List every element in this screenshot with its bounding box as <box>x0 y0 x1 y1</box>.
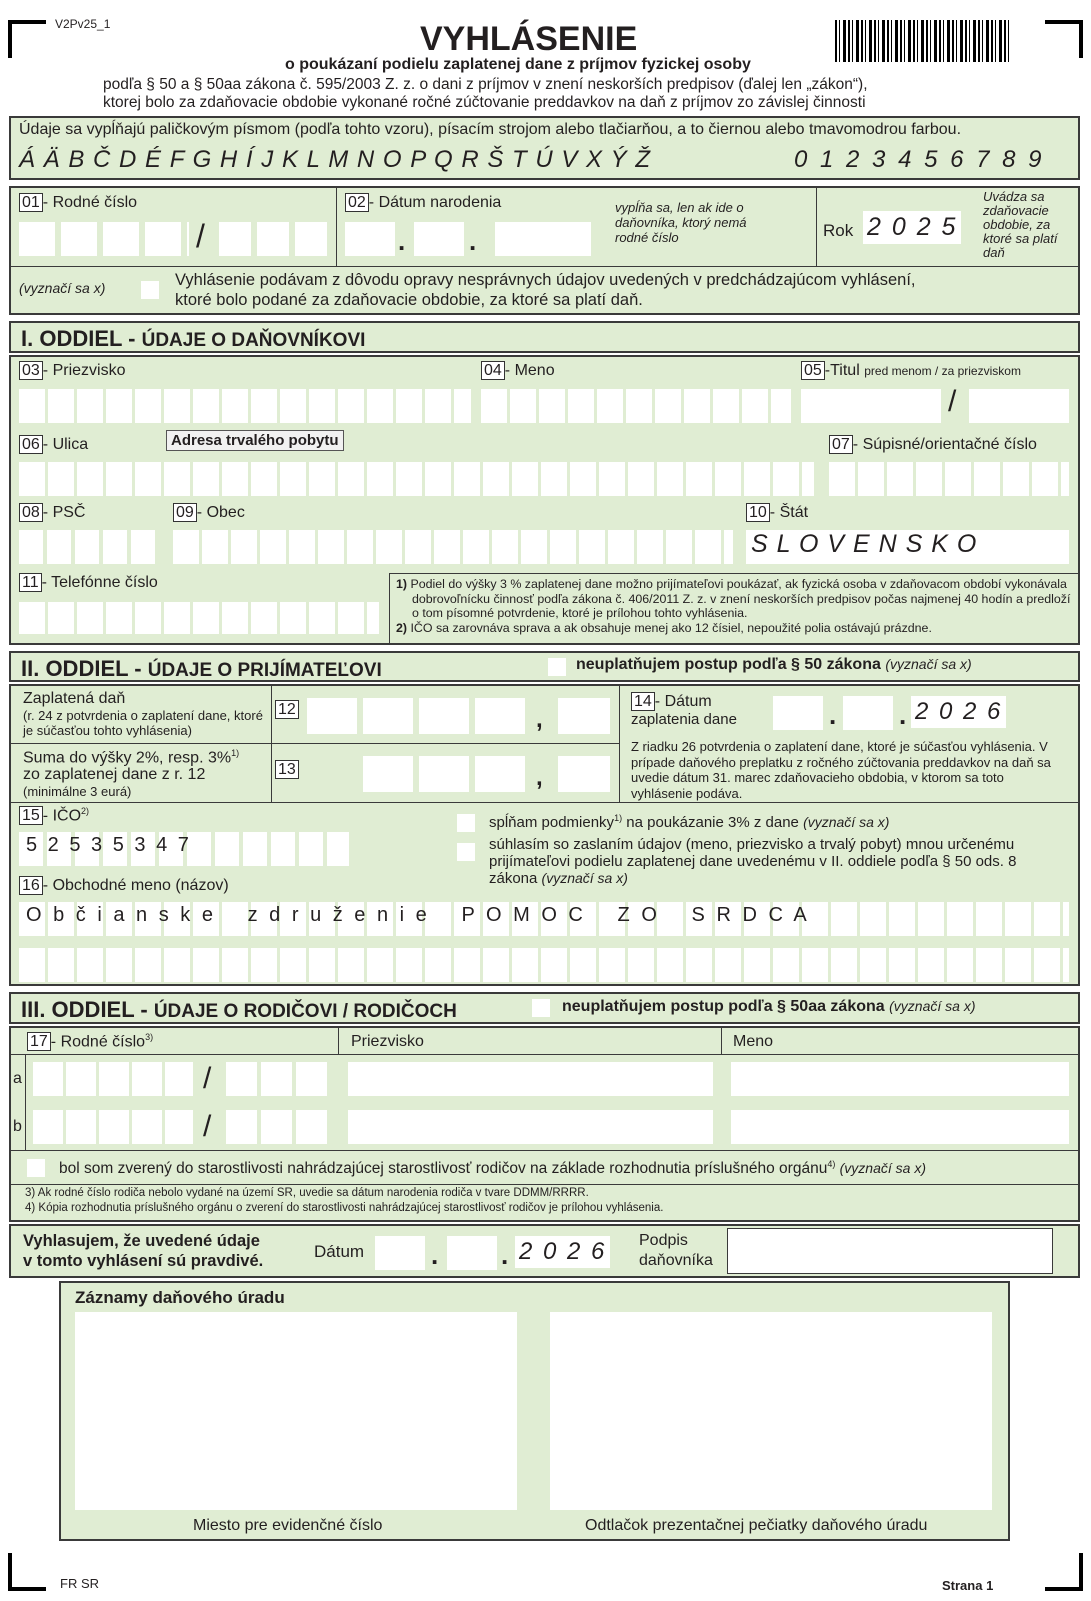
note-3: 3) Ak rodné číslo rodiča nebolo vydané na území SR, uvedie sa dátum narodenia rodiča v tvare DDMM/RRRR. <box>25 1187 589 1199</box>
note-2: 2) IČO sa zarovnáva sprava a ak obsahuje menej ako 12 čísiel, nepoužité polia ostávajú prázdne. <box>396 620 932 635</box>
note-4: 4) Kópia rozhodnutia príslušného orgánu o zverení do starostlivosti nahrádzajúcej starostlivosť rodičov je prílohou vyhlásenia. <box>25 1202 664 1214</box>
surname-input[interactable] <box>19 389 471 423</box>
address-badge: Adresa trvalého pobytu <box>166 430 344 451</box>
field-16-label: 16 - Obchodné meno (názov) <box>19 876 229 895</box>
rok-value[interactable]: 2 0 2 5 <box>863 211 961 244</box>
slash: / <box>948 385 957 418</box>
field-17-label: 17 - Rodné číslo$^{3)}$ <box>27 1032 153 1051</box>
dot: . <box>829 700 837 730</box>
parent-a-birth-input-1[interactable] <box>33 1062 193 1096</box>
header-line-2: ktorej bolo za zdaňovacie obdobie vykonané ročné zúčtovanie preddavkov na daň z príjmov zo závislej činnosti <box>103 94 866 111</box>
note-1: 1) Podiel do výšky 3 % zaplatenej dane možno prijímateľovi poukázať, ak fyzická osoba v zdaňovacom období vykonávala dobrovoľnícku činnosť podľa zákona č. 406/2011 Z. z. v znení neskorších predpisov počas najmenej 40 hodín a predloží o tom písomné potvrdenie, ktoré je prílohou tohto vyhlásenia. <box>396 577 1071 620</box>
payment-month-input[interactable] <box>843 696 893 730</box>
notes-box <box>389 573 1079 643</box>
suhlas-label: súhlasím so zaslaním údajov (meno, priezvisko a trvalý pobyt) mnou určenému prijímateľovi podielu zaplatenej dane uvedenému v II. oddiele podľa § 50 ods. 8 zákona (vyznačí sa x) <box>489 836 1017 887</box>
sample-digits: 0 1 2 3 4 5 6 7 8 9 <box>794 146 1045 173</box>
slash: / <box>196 218 205 254</box>
section-3-header: III. ODDIEL - ÚDAJE O RODIČOVI / RODIČOCH <box>9 992 1080 1024</box>
registration-number-label: Miesto pre evidenčné číslo <box>193 1517 383 1534</box>
row-a-label: a <box>13 1070 22 1087</box>
birth-number-input-1[interactable] <box>19 222 189 256</box>
amount-input[interactable] <box>363 756 527 792</box>
tax-paid-input[interactable] <box>307 698 527 734</box>
title-before-input[interactable] <box>801 389 941 423</box>
field-09-label: 09 - Obec <box>173 503 245 522</box>
podpis-label: Podpis <box>639 1232 688 1249</box>
section-1-header: I. ODDIEL - ÚDAJE O DAŇOVNÍKOVI <box>9 321 1080 353</box>
suma-label-3: (minimálne 3 eurá) <box>23 784 132 799</box>
zaplatena-dan-note: (r. 24 z potvrdenia o zaplatení dane, ktoré je súčasťou tohto vyhlásenia) <box>23 708 263 738</box>
parent-a-name-input[interactable] <box>731 1062 1069 1096</box>
field-13-label: 13 <box>275 760 299 779</box>
field-10-label: 10 - Štát <box>746 503 808 522</box>
form-code: V2Pv25_1 <box>55 17 111 31</box>
declaration-text-1: Vyhlasujem, že uvedené údaje <box>23 1232 260 1250</box>
oprava-mark: (vyznačí sa x) <box>19 280 106 296</box>
ico-value: 5 2 5 3 5 3 4 7 <box>26 834 189 856</box>
corner-mark-tl <box>8 20 46 58</box>
sec2-neuplat-checkbox[interactable] <box>548 658 566 676</box>
phone-input[interactable] <box>19 602 379 634</box>
title-after-input[interactable] <box>969 389 1069 423</box>
corner-mark-tr <box>1045 20 1083 58</box>
sec3-neuplat-checkbox[interactable] <box>532 999 550 1017</box>
comma: , <box>536 764 543 791</box>
barcode-icon <box>835 20 1010 62</box>
payment-year: 2 0 2 6 <box>911 696 1006 728</box>
col-meno: Meno <box>733 1033 774 1050</box>
recipient-name-input-2[interactable] <box>19 948 1069 982</box>
city-input[interactable] <box>173 530 733 564</box>
parent-b-birth-input-1[interactable] <box>33 1110 193 1144</box>
form-title: VYHLÁSENIE <box>420 20 638 58</box>
name-input[interactable] <box>481 389 791 423</box>
sec2-neuplat-label: neuplatňujem postup podľa § 50 zákona (vyznačí sa x) <box>576 656 972 673</box>
tax-paid-cents-input[interactable] <box>558 698 610 734</box>
parent-b-birth-input-2[interactable] <box>226 1110 330 1144</box>
decl-month-input[interactable] <box>447 1236 497 1270</box>
form-subtitle: o poukázaní podielu zaplatenej dane z príjmov fyzickej osoby <box>285 56 751 73</box>
oprava-text-2: ktoré bolo podané za zdaňovacie obdobie, za ktoré sa platí daň. <box>175 291 643 309</box>
house-number-input[interactable] <box>829 462 1069 496</box>
field-12-label: 12 <box>275 700 299 719</box>
footer-left: FR SR <box>60 1576 99 1591</box>
birth-number-input-2[interactable] <box>219 222 329 256</box>
slash: / <box>203 1110 212 1143</box>
field-07-label: 07 - Súpisné/orientačné číslo <box>829 435 1037 454</box>
field-05-label: 05 -Titul pred menom / za priezviskom <box>801 361 1021 380</box>
suma-label: Suma do výšky 2%, resp. 3%$^{1)}$ <box>23 748 240 767</box>
psc-input[interactable] <box>19 530 155 564</box>
section-1-box <box>9 355 1080 645</box>
birth-day-input[interactable] <box>345 222 395 256</box>
field-14-label-2: zaplatenia dane <box>631 711 737 728</box>
podpis-label-2: daňovníka <box>639 1252 713 1269</box>
registration-number-area <box>75 1312 517 1510</box>
street-input[interactable] <box>19 462 814 496</box>
corner-mark-br <box>1045 1553 1083 1591</box>
parent-a-surname-input[interactable] <box>348 1062 713 1096</box>
sec3-neuplat-label: neuplatňujem postup podľa § 50aa zákona (vyznačí sa x) <box>562 998 976 1015</box>
section-2-box <box>9 684 1080 986</box>
birth-year-input[interactable] <box>495 222 591 256</box>
birth-month-input[interactable] <box>414 222 464 256</box>
dot: . <box>501 1240 509 1270</box>
zaplatena-dan-label: Zaplatená daň <box>23 690 126 707</box>
field-14-note: Z riadku 26 potvrdenia o zaplatení dane, ktoré je súčasťou vyhlásenia. V prípade daňového preplatku z ročného zúčtovania preddavkov na daň sa uvedie dátum 31. marec zdaňovacieho obdobia, v ktorom sa toto vyhlásenie podáva. <box>631 739 1051 801</box>
header-line-1: podľa § 50 a § 50aa zákona č. 595/2003 Z. z. o dani z príjmov v znení neskorších predpisov (ďalej len „zákon“), <box>103 76 868 93</box>
identification-box <box>9 186 1080 315</box>
signature-input[interactable] <box>727 1228 1053 1274</box>
field-06-label: 06 - Ulica <box>19 435 88 454</box>
field-03-label: 03 - Priezvisko <box>19 361 125 380</box>
office-records-box <box>59 1281 1010 1541</box>
parent-a-birth-input-2[interactable] <box>226 1062 330 1096</box>
corner-mark-bl <box>8 1553 46 1591</box>
amount-cents-input[interactable] <box>558 756 610 792</box>
splnam-checkbox[interactable] <box>457 814 475 832</box>
dot: . <box>469 226 477 256</box>
field-02-note: vypĺňa sa, len ak ide o daňovníka, ktorý nemá rodné číslo <box>615 200 747 245</box>
field-11-label: 11 - Telefónne číslo <box>19 573 158 592</box>
stamp-label: Odtlačok prezentačnej pečiatky daňového úradu <box>585 1517 928 1534</box>
field-14-label: 14 - Dátum <box>631 692 712 711</box>
sample-letters: Á Ä B Č D É F G H Í J K L M N O P Q R Š T Ú V X Ý Ž <box>19 146 652 173</box>
field-04-label: 04 - Meno <box>481 361 555 380</box>
zvereny-label: bol som zverený do starostlivosti nahrádzajúcej starostlivosť rodičov na základe rozhodnutia príslušného orgánu$^{4)}$ (vyznačí sa x) <box>59 1159 926 1178</box>
rok-note: Uvádza sa zdaňovacie obdobie, za ktoré sa platí daň <box>983 189 1058 260</box>
rok-label: Rok <box>823 221 854 240</box>
dot: . <box>899 700 907 730</box>
stamp-area <box>550 1312 992 1510</box>
dot: . <box>431 1240 439 1270</box>
parent-b-name-input[interactable] <box>731 1110 1069 1144</box>
decl-year: 2 0 2 6 <box>515 1236 610 1268</box>
recipient-name-value: O b č i a n s k e z d r u ž e n i e P O M O C Z O S R D C A <box>26 904 807 926</box>
section-2-header: II. ODDIEL - ÚDAJE O PRIJÍMATEĽOVI <box>9 651 1080 682</box>
oprava-text-1: Vyhlásenie podávam z dôvodu opravy nesprávnych údajov uvedených v predchádzajúcom vyhlásení, <box>175 271 916 289</box>
decl-day-input[interactable] <box>375 1236 425 1270</box>
datum-label: Dátum <box>314 1242 365 1261</box>
oprava-checkbox[interactable] <box>141 281 159 299</box>
suma-label-2: zo zaplatenej dane z r. 12 <box>23 766 206 783</box>
payment-day-input[interactable] <box>773 696 823 730</box>
page-number: Strana 1 <box>942 1578 994 1593</box>
parent-b-surname-input[interactable] <box>348 1110 713 1144</box>
comma: , <box>536 706 543 733</box>
instructions-box <box>9 116 1080 180</box>
declaration-box <box>9 1224 1080 1278</box>
suhlas-checkbox[interactable] <box>457 843 475 861</box>
dot: . <box>398 226 406 256</box>
slash: / <box>203 1062 212 1095</box>
field-02-label: 02 - Dátum narodenia <box>345 193 501 212</box>
row-b-label: b <box>13 1118 22 1135</box>
office-records-title: Záznamy daňového úradu <box>75 1288 285 1307</box>
declaration-text-2: v tomto vyhlásení sú pravdivé. <box>23 1252 264 1270</box>
zvereny-checkbox[interactable] <box>27 1159 45 1177</box>
field-15-label: 15 - IČO$^{2)}$ <box>19 806 89 825</box>
instructions-text: Údaje sa vypĺňajú paličkovým písmom (podľa tohto vzoru), písacím strojom alebo tlačiarňou, a to čiernou alebo tmavomodrou farbou. <box>19 121 962 138</box>
section-3-box <box>9 1026 1080 1222</box>
splnam-label: spĺňam podmienky$^{1)}$ na poukázanie 3% z dane (vyznačí sa x) <box>489 813 890 831</box>
col-priezvisko: Priezvisko <box>351 1033 424 1050</box>
field-01-label: 01 - Rodné číslo <box>19 193 137 212</box>
field-08-label: 08 - PSČ <box>19 503 85 522</box>
country-value: S L O V E N S K O <box>751 530 978 558</box>
